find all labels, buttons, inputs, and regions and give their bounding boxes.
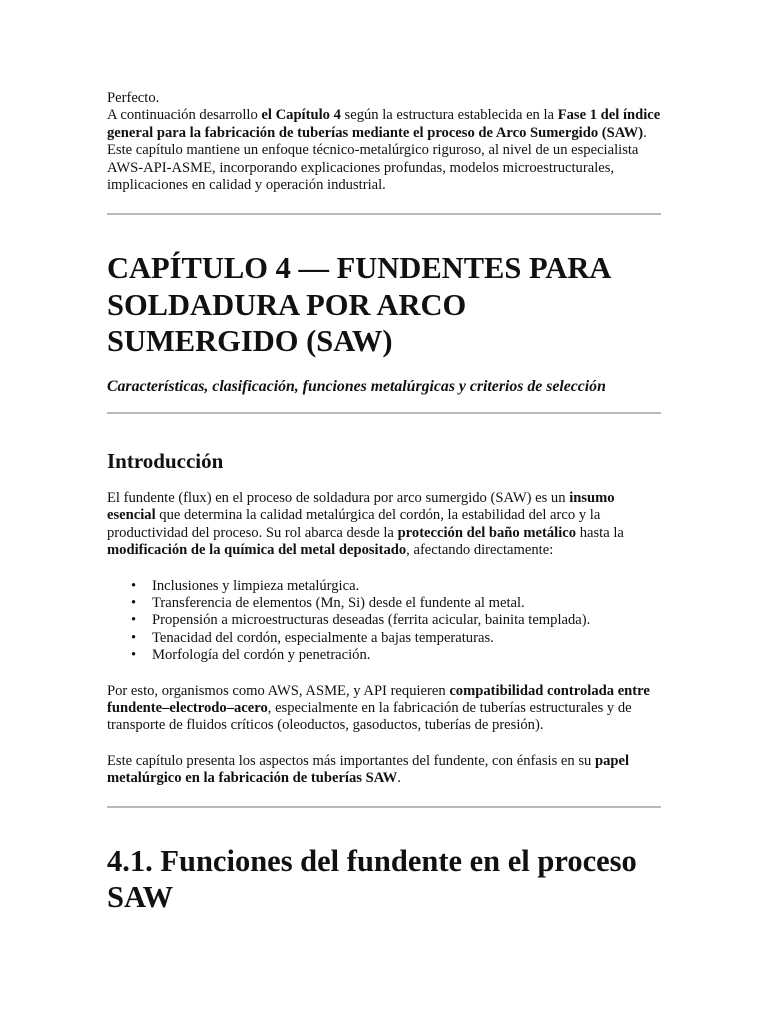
list-item: • Tenacidad del cordón, especialmente a bajas temperaturas. <box>131 629 494 646</box>
introduccion-paragraph-2 <box>107 683 661 735</box>
bullet-icon: • <box>131 629 137 646</box>
effects-list <box>107 578 661 665</box>
intro3-bold-papel: papel metalúrgico en la fabricación de tuberías SAW <box>107 752 630 787</box>
intro2-text-c: , especialmente en la fabricación de tuberías estructurales y de transporte de fluidos críticos (oleoductos, gasoductos, tuberías de presión). <box>107 700 632 734</box>
introduccion-paragraph-3 <box>107 753 661 788</box>
intro-text-a: A continuación desarrollo <box>107 107 262 124</box>
intro-bold-phase: Fase 1 del índice general para la fabricación de tuberías mediante el proceso de Arco Sumergido (SAW) <box>107 107 661 141</box>
intro-greeting: Perfecto. <box>107 90 160 106</box>
list-item: • Morfología del cordón y penetración. <box>131 647 371 664</box>
divider-3 <box>107 806 661 808</box>
intro2-text-a: Por esto, organismos como AWS, ASME, y API requieren <box>107 682 450 699</box>
intro1-text-a: El fundente (flux) en el proceso de soldadura por arco sumergido (SAW) es un <box>107 489 570 506</box>
intro-text-e: . Este capítulo mantiene un enfoque técnico-metalúrgico riguroso, al nivel de un especialista AWS-API-ASME, incorporando explicaciones profundas, modelos microestructurales, implicaciones en calidad y operación industrial. <box>107 124 647 194</box>
intro3-text-a: Este capítulo presenta los aspectos más importantes del fundente, con énfasis en su <box>107 752 595 769</box>
introduccion-paragraph-1 <box>107 490 661 560</box>
divider-2 <box>107 412 661 414</box>
intro1-bold-insumo: insumo esencial <box>107 489 615 524</box>
intro1-text-g: , afectando directamente: <box>406 542 554 559</box>
bullet-icon: • <box>131 594 137 611</box>
intro1-text-c: que determina la calidad metalúrgica del cordón, la estabilidad del arco y la productividad del proceso. Su rol abarca desde la <box>107 507 601 541</box>
bullet-icon: • <box>131 612 137 629</box>
bullet-icon: • <box>131 577 137 594</box>
intro-text-c: según la estructura establecida en la <box>340 107 558 124</box>
intro-bold-chapter: el Capítulo 4 <box>261 107 341 124</box>
section-title-4-1: 4.1. Funciones del fundente en el proceso SAW <box>107 843 637 915</box>
document-page <box>107 90 661 916</box>
intro1-bold-proteccion: protección del baño metálico <box>397 524 577 541</box>
chapter-subtitle: Características, clasificación, funciones metalúrgicas y criterios de selección <box>107 377 606 395</box>
intro2-bold-compatibilidad: compatibilidad controlada entre fundente–electrodo–acero <box>107 682 650 716</box>
list-item: • Transferencia de elementos (Mn, Si) desde el fundente al metal. <box>131 594 525 611</box>
list-item: • Inclusiones y limpieza metalúrgica. <box>131 577 360 594</box>
intro1-text-e: hasta la <box>576 524 624 541</box>
bullet-icon: • <box>131 647 137 664</box>
list-item: • Propensión a microestructuras deseadas (ferrita acicular, bainita templada). <box>131 612 591 629</box>
intro-paragraph <box>107 107 661 194</box>
chapter-title: CAPÍTULO 4 — FUNDENTES PARA SOLDADURA POR ARCO SUMERGIDO (SAW) <box>107 251 610 359</box>
section-heading-introduccion: Introducción <box>107 448 224 473</box>
divider-1 <box>107 213 661 215</box>
intro1-bold-modificacion: modificación de la química del metal depositado <box>107 542 407 559</box>
intro3-text-c: . <box>397 770 401 787</box>
